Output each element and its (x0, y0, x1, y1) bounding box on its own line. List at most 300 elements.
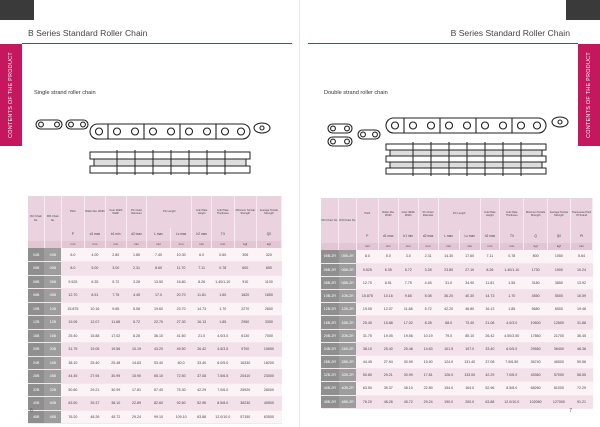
side-tab-label: CONTENTS OF THE PRODUCT (8, 52, 14, 138)
page-title: B Series Standard Roller Chain (28, 28, 148, 38)
iso-chain-cell: 40B-2R (321, 382, 339, 395)
table-cell: 63.50 (356, 382, 378, 395)
col-min-tensile: Minimum Tensile Strength (234, 196, 256, 228)
table-cell: 45.72 (105, 410, 126, 424)
col-roller-dia: Roller Dia. Width (84, 196, 105, 228)
table-cell: 22.89 (418, 382, 438, 395)
table-cell: 73.40 (459, 316, 480, 329)
table-cell: 650 (256, 262, 281, 276)
col-iso-chain-no: ISO Chain No. (28, 196, 44, 241)
chain-top-view (90, 150, 250, 175)
table-cell: 36230 (234, 397, 256, 411)
table-row (321, 250, 593, 263)
table-cell: 8.28 (126, 329, 147, 343)
table-cell: 200.0 (459, 395, 480, 408)
table-cell: 16.13 (192, 316, 212, 330)
table-cell: 320 (256, 248, 281, 262)
table-cell: 50.80 (61, 383, 84, 397)
table-cell: 5.64 (571, 250, 593, 263)
col-ansi-chain-no: DIN Chain No. (44, 196, 61, 241)
table-cell: 16.59 (571, 290, 593, 303)
table-cell: 30.99 (398, 356, 418, 369)
table-cell: 31.75 (61, 343, 84, 357)
table-cell: 15.875 (356, 290, 378, 303)
table-cell: 23000 (256, 370, 281, 384)
table-cell: 12.07 (378, 303, 398, 316)
table-cell: 63500 (256, 410, 281, 424)
table-cell: 14.73 (480, 290, 499, 303)
sym-fu: Q (524, 230, 547, 243)
iso-chain-cell: 10B-2R (321, 290, 339, 303)
table-cell: 19.46 (571, 303, 593, 316)
table-cell: 1.40/1.10 (211, 275, 234, 289)
table-cell: 27.94 (84, 370, 105, 384)
sym-t: T/t (211, 228, 234, 241)
table-cell: 7.5/6.50 (500, 356, 524, 369)
table-cell: 30.99 (105, 370, 126, 384)
table-cell: 12.0/10.0 (211, 410, 234, 424)
table-cell: 1100 (256, 275, 281, 289)
table-row (28, 275, 282, 289)
table-cell: 72.29 (571, 382, 593, 395)
table-cell: 5680 (524, 303, 547, 316)
table-cell: 6500 (547, 303, 570, 316)
table-cell: 3.28 (418, 263, 438, 276)
table-row (321, 356, 593, 369)
table-cell: 14.73 (192, 302, 212, 316)
table-cell: 8.26 (480, 263, 499, 276)
col-iso-chain-no: ISO Chain No. (321, 198, 339, 243)
table-cell: 9.525 (356, 263, 378, 276)
table-cell: 3180 (524, 276, 547, 289)
table-cell: 1900 (547, 263, 570, 276)
table-cell: 27.10 (459, 263, 480, 276)
table-cell: 3.28 (126, 275, 147, 289)
table-cell: 4.00 (84, 248, 105, 262)
ansi-chain-cell: 10B (44, 302, 61, 316)
right-page (300, 0, 600, 427)
table-cell: 52.96 (192, 397, 212, 411)
table-cell: 9.525 (61, 275, 84, 289)
table-cell: 20410 (234, 370, 256, 384)
table-cell: 0.60 (211, 248, 234, 262)
table-cell: 4.0/3.0 (500, 316, 524, 329)
connecting-link-drawing (36, 120, 88, 129)
ansi-chain-cell: 05B (44, 262, 61, 276)
table-cell: 8.0 (356, 250, 378, 263)
iso-chain-cell: 20B-2R (321, 329, 339, 342)
sym-h2: h2 max (192, 228, 212, 241)
double-strand-table-body (321, 250, 593, 408)
table-cell: 5.72 (398, 263, 418, 276)
table-cell: 11.70 (170, 262, 192, 276)
table-cell: 133.00 (459, 369, 480, 382)
table-cell: 164.0 (459, 382, 480, 395)
table-cell: 17.81 (126, 383, 147, 397)
table-cell: 99.10 (147, 410, 170, 424)
table-row (321, 382, 593, 395)
table-cell: 57150 (234, 410, 256, 424)
table-cell: 91.21 (571, 395, 593, 408)
table-cell: 16.13 (480, 303, 499, 316)
unit-pt: mm (571, 243, 593, 250)
table-cell: 910 (234, 275, 256, 289)
chain-top-view (386, 142, 546, 176)
sym-lc: Lc max (170, 228, 192, 241)
table-cell: 31.0 (438, 276, 459, 289)
corner-block (0, 0, 34, 20)
table-cell: 40500 (256, 397, 281, 411)
table-cell: 25920 (234, 383, 256, 397)
table-cell: 9700 (234, 343, 256, 357)
col-pin-length: Pin Length (147, 196, 192, 228)
unit-lc: mm (459, 243, 480, 250)
table-cell: 11.81 (480, 276, 499, 289)
table-cell: 33.40 (192, 356, 212, 370)
table-cell: 16330 (234, 356, 256, 370)
sym-fu (234, 228, 256, 241)
table-cell: 154.0 (438, 382, 459, 395)
table-cell: 126.0 (438, 369, 459, 382)
col-plate-thickness: Link Plate Thickness (211, 196, 234, 228)
table-row (28, 383, 282, 397)
table-cell: 29560 (524, 342, 547, 355)
unit-blank (339, 243, 357, 250)
table-row (321, 395, 593, 408)
table-cell: 26.42 (192, 343, 212, 357)
table-cell: 76.20 (61, 410, 84, 424)
page-number: 7 (569, 408, 572, 414)
sym-fa: Q0 (547, 230, 570, 243)
table-cell: 42.29 (192, 383, 212, 397)
table-cell: 12600 (547, 316, 570, 329)
table-row (321, 276, 593, 289)
table-cell: 34.90 (459, 276, 480, 289)
table-cell: 41.60 (170, 329, 192, 343)
table-cell: 6.0/5.0 (500, 342, 524, 355)
table-cell: 29.21 (84, 383, 105, 397)
table-cell: 5.72 (418, 303, 438, 316)
table-cell: 11.81 (192, 289, 212, 303)
unit-d1: mm (84, 241, 105, 248)
table-cell: 49.50 (170, 343, 192, 357)
page-title: B Series Standard Roller Chain (450, 28, 570, 38)
table-cell: 13.50 (147, 275, 170, 289)
unit-p: mm (356, 243, 378, 250)
table-cell: 3.0 (398, 250, 418, 263)
table-cell: 10600 (524, 316, 547, 329)
table-cell: 23.80 (438, 263, 459, 276)
unit-fu: kgf (234, 241, 256, 248)
ansi-chain-cell: 12B (44, 316, 61, 330)
table-cell: 8.5/8.0 (211, 397, 234, 411)
sym-p: P (356, 230, 378, 243)
iso-chain-cell: 28B (28, 370, 44, 384)
table-cell: 42.20 (438, 303, 459, 316)
table-cell: 1.40/1.10 (500, 263, 524, 276)
table-cell: 2600 (256, 302, 281, 316)
table-cell: 52.96 (480, 382, 499, 395)
title-rule (22, 43, 292, 44)
table-cell: 10.16 (378, 290, 398, 303)
table-cell: 38.10 (356, 342, 378, 355)
table-cell: 25.40 (84, 356, 105, 370)
table-cell: 2950 (234, 316, 256, 330)
table-cell: 8.0 (61, 262, 84, 276)
table-cell: 19.56 (105, 343, 126, 357)
table-cell: 4.50/3.50 (500, 329, 524, 342)
table-cell: 59.56 (571, 356, 593, 369)
table-cell: 1.85 (126, 248, 147, 262)
table-cell: 58.55 (571, 369, 593, 382)
sym-t: T/t (500, 230, 524, 243)
table-cell: 72.50 (170, 370, 192, 384)
table-cell: 10.30 (170, 248, 192, 262)
table-cell: 17.02 (398, 316, 418, 329)
unit-fu: kgf (524, 243, 547, 250)
ansi-chain-cell: 32B-2R (339, 369, 357, 382)
table-cell: 107.0 (459, 342, 480, 355)
table-cell: 19.05 (356, 303, 378, 316)
table-row (28, 397, 282, 411)
sym-b1: b1 min (398, 230, 418, 243)
table-cell: 57000 (547, 369, 570, 382)
table-cell: 25.40 (356, 316, 378, 329)
table-cell: 2.31 (418, 250, 438, 263)
table-cell: 5.00 (84, 262, 105, 276)
table-cell: 46.80 (459, 303, 480, 316)
table-cell: 6130 (234, 329, 256, 343)
ansi-chain-cell: 24B (44, 356, 61, 370)
table-row (28, 410, 282, 424)
table-cell: 15.88 (84, 329, 105, 343)
table-cell: 15.875 (61, 302, 84, 316)
table-cell: 44.45 (356, 356, 378, 369)
table-cell: 31.75 (356, 329, 378, 342)
table-row (321, 263, 593, 276)
table-cell: 17.02 (105, 329, 126, 343)
table-cell: 306 (234, 248, 256, 262)
table-cell: 17860 (524, 329, 547, 342)
table-cell: 1850 (256, 289, 281, 303)
iso-chain-cell: 32B-2R (321, 369, 339, 382)
col-plate-height: Link Plate Height (480, 198, 499, 230)
col-pitch: Pitch (61, 196, 84, 228)
title-rule (308, 43, 578, 44)
table-row (321, 329, 593, 342)
table-cell: 38.10 (398, 382, 418, 395)
table-cell: 28000 (256, 383, 281, 397)
col-pitch: Pitch (356, 198, 378, 230)
table-cell: 8.60 (147, 262, 170, 276)
table-cell: 21.0 (192, 329, 212, 343)
table-cell: 10.19 (126, 343, 147, 357)
table-cell: 7.0/6.0 (500, 369, 524, 382)
col-pin-dia: Pin Outer Diameter (418, 198, 438, 230)
table-cell: 38.10 (61, 356, 84, 370)
table-row (28, 356, 282, 370)
iso-chain-cell: 08B-2R (321, 276, 339, 289)
table-cell: 31.88 (571, 316, 593, 329)
iso-chain-cell: 48B-2R (321, 395, 339, 408)
table-cell: 800 (524, 250, 547, 263)
table-cell: 8.51 (378, 276, 398, 289)
double-strand-chain-drawing (322, 110, 582, 190)
iso-chain-cell: 24B-2R (321, 342, 339, 355)
table-cell: 20.70 (170, 289, 192, 303)
table-cell: 29.24 (126, 410, 147, 424)
table-cell: 44.45 (61, 370, 84, 384)
table-cell: 50.80 (356, 369, 378, 382)
table-cell: 7.75 (105, 289, 126, 303)
table-row (321, 369, 593, 382)
table-cell: 63.88 (480, 395, 499, 408)
table-cell: 124.0 (438, 356, 459, 369)
table-cell: 1.60 (211, 289, 234, 303)
iso-chain-cell: 20B (28, 343, 44, 357)
table-cell: 7.75 (398, 276, 418, 289)
sym-b1: b1 min (105, 228, 126, 241)
table-cell: 30.99 (398, 369, 418, 382)
sym-pt: Pt (571, 230, 593, 243)
table-cell: 38.10 (105, 397, 126, 411)
sym-d1: d1 max (84, 228, 105, 241)
table-cell: 7.5/6.5 (211, 370, 234, 384)
table-cell: 29.24 (418, 395, 438, 408)
table-cell: 6.0/5.0 (211, 356, 234, 370)
iso-chain-cell: 16B (28, 329, 44, 343)
table-row (28, 316, 282, 330)
side-tab (0, 44, 22, 146)
table-cell: 12.70 (356, 276, 378, 289)
table-cell: 7000 (256, 329, 281, 343)
table-cell: 12.0/10.0 (500, 395, 524, 408)
iso-chain-cell: 12B-2R (321, 303, 339, 316)
table-cell: 18200 (256, 356, 281, 370)
table-cell: 92.60 (170, 397, 192, 411)
table-cell: 14.63 (418, 342, 438, 355)
page-number: 6 (30, 408, 33, 414)
iso-chain-cell: 24B (28, 356, 44, 370)
table-cell: 0.78 (500, 250, 524, 263)
table-cell: 1620 (234, 289, 256, 303)
unit-lc: mm (170, 241, 192, 248)
table-cell: 36.45 (571, 329, 593, 342)
sym-l: L max (147, 228, 170, 241)
table-cell: 10.19 (418, 329, 438, 342)
iso-chain-cell: 12B (28, 316, 44, 330)
table-cell: 45360 (524, 369, 547, 382)
unit-fa: kgf (547, 243, 570, 250)
sym-p: P (61, 228, 84, 241)
table-cell: 1.85 (500, 303, 524, 316)
table-cell: 17.81 (418, 369, 438, 382)
table-cell: 36400 (547, 342, 570, 355)
table-cell: 45.72 (398, 395, 418, 408)
table-cell: 102060 (524, 395, 547, 408)
col-pin-dia: Pin Outer Diameter (126, 196, 147, 228)
sym-d1: d1 max (378, 230, 398, 243)
table-cell: 5.0 (378, 250, 398, 263)
table-cell: 6.35 (84, 275, 105, 289)
table-cell: 40.30 (459, 290, 480, 303)
table-cell: 5500 (547, 290, 570, 303)
table-cell: 13.92 (571, 276, 593, 289)
unit-blank (44, 241, 61, 248)
iso-chain-cell: 06B (28, 275, 44, 289)
sym-d2: d2 max (418, 230, 438, 243)
unit-t: mm (500, 243, 524, 250)
col-roller-dia: Roller Dia. Width (378, 198, 398, 230)
unit-l: mm (438, 243, 459, 250)
table-cell: 8.5/8.0 (500, 382, 524, 395)
table-cell: 12.70 (61, 289, 84, 303)
unit-b1: mm (398, 243, 418, 250)
table-cell: 5.08 (126, 302, 147, 316)
table-cell: 5.72 (126, 316, 147, 330)
table-row (28, 302, 282, 316)
table-cell: 6.0 (61, 248, 84, 262)
table-cell: 46500 (547, 356, 570, 369)
col-inner-width: Inner Width Width (398, 198, 418, 230)
table-cell: 15.90 (418, 356, 438, 369)
table-cell: 101.5 (438, 342, 459, 355)
table-cell: 27.30 (170, 316, 192, 330)
table-cell: 68260 (524, 382, 547, 395)
table-cell: 2.31 (126, 262, 147, 276)
ansi-chain-cell: 16B-2R (339, 316, 357, 329)
iso-chain-cell: 05B-2R (321, 250, 339, 263)
table-cell: 9.65 (398, 290, 418, 303)
corner-block (566, 0, 600, 20)
table-cell: 27.94 (378, 356, 398, 369)
unit-t: mm (211, 241, 234, 248)
table-cell: 30.99 (105, 383, 126, 397)
table-cell: 2.80 (105, 248, 126, 262)
table-cell: 19.60 (147, 302, 170, 316)
table-cell: 39.37 (84, 397, 105, 411)
col-inner-width: Inner Width Width (105, 196, 126, 228)
ansi-chain-cell: 32B (44, 383, 61, 397)
iso-chain-cell: 10B (28, 302, 44, 316)
table-cell: 127000 (547, 395, 570, 408)
iso-chain-cell: 04B (28, 248, 44, 262)
table-cell: 43.20 (147, 343, 170, 357)
table-cell: 17.60 (459, 250, 480, 263)
chain-side-view (386, 118, 546, 133)
table-cell: 53.40 (147, 356, 170, 370)
iso-chain-cell: 05B (28, 262, 44, 276)
table-cell: 19.05 (84, 343, 105, 357)
unit-p: mm (61, 241, 84, 248)
iso-chain-cell: 40B (28, 397, 44, 411)
sym-l: L max (438, 230, 459, 243)
connecting-link-drawing (328, 124, 380, 146)
unit-h2: mm (192, 241, 212, 248)
table-cell: 7.40 (147, 248, 170, 262)
ansi-chain-cell: 06B (44, 275, 61, 289)
chain-side-view (90, 124, 250, 139)
ansi-chain-cell: 05B-2R (339, 250, 357, 263)
table-cell: 33.40 (480, 342, 499, 355)
table-row (321, 290, 593, 303)
single-strand-spec-table (28, 196, 282, 424)
table-cell: 4.5/3.5 (211, 343, 234, 357)
table-cell: 67.40 (147, 383, 170, 397)
table-row (321, 342, 593, 355)
col-avg-tensile: Average Tensile Strength (256, 196, 281, 228)
table-cell: 12.07 (84, 316, 105, 330)
